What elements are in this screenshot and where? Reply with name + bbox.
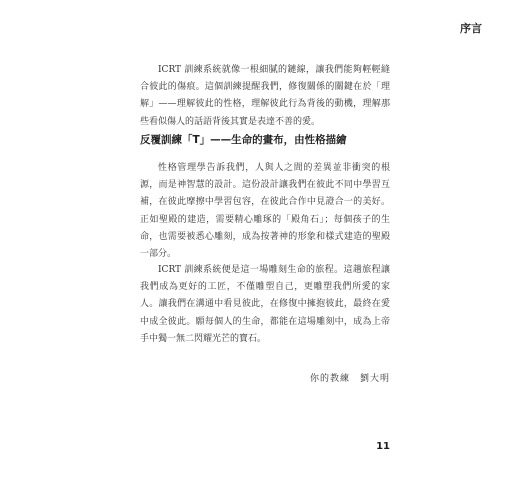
paragraph-journey: ICRT 訓練系統便是這一場雕刻生命的旅程。這趟旅程讓我們成為更好的工匠，不僅雕塑自己，更雕塑我們所愛的家人。讓我們在溝通中看見彼此，在修復中擁抱彼此，最終在愛中成全彼此。願每個人的生命，都能在這場雕刻中，成為上帝手中獨一無二閃耀光芒的寶石。 [140,265,390,344]
paragraph-intro: ICRT 訓練系統就像一根細膩的鏈線，讓我們能夠輕輕縫合彼此的傷痕。這個訓練提醒我們，修復關係的關鍵在於「理解」——理解彼此的性格，理解彼此行為背後的動機，理解那些看似傷人的話語背後其實是表達不善的愛。 [140,65,390,127]
paragraph-personality: 性格管理學告訴我們，人與人之間的差異並非衝突的根源，而是神智慧的設計。這份設計讓我們在彼此不同中學習互補，在彼此摩擦中學習包容，在彼此合作中見證合一的美好。正如聖殿的建造，需要精心雕琢的「殿角石」；每個孩子的生命，也需要被悉心雕刻，成為按著神的形象和樣式建造的聖殿一部分。 [140,163,390,260]
author-signature: 你的教練 劉大明 [309,374,390,384]
page-header-title: 序言 [460,22,482,35]
section-heading: 反覆訓練「T」——生命的畫布，由性格描繪 [140,134,347,146]
page-number: 11 [376,441,390,452]
